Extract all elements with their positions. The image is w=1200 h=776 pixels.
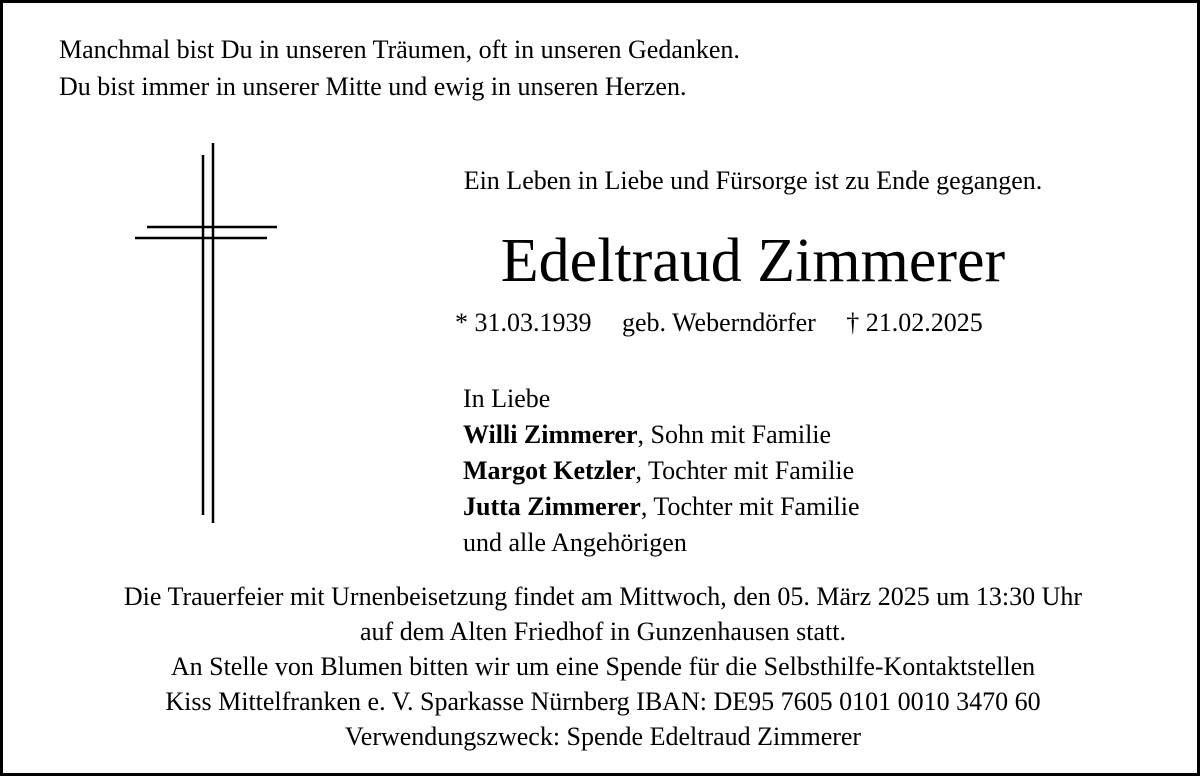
family-member xyxy=(463,453,860,489)
footer-line-3: An Stelle von Blumen bitten wir um eine Spende für die Selbsthilfe-Kontaktstellen xyxy=(170,652,1036,681)
family-member-relation: , Tochter mit Familie xyxy=(640,492,860,521)
quote-line-1: Manchmal bist Du in unseren Träumen, oft in unseren Gedanken. xyxy=(59,35,740,64)
footer-line-1: Die Trauerfeier mit Urnenbeisetzung findet am Mittwoch, den 05. März 2025 um 13:30 Uhr xyxy=(123,582,1083,611)
maiden-name: geb. Weberndörfer xyxy=(622,308,816,337)
memorial-quote xyxy=(59,31,740,105)
footer-line-2: auf dem Alten Friedhof in Gunzenhausen statt. xyxy=(360,617,846,646)
death-date: † 21.02.2025 xyxy=(846,308,983,337)
family-member-name: Margot Ketzler xyxy=(463,456,636,485)
family-signatures xyxy=(463,381,860,561)
funeral-details xyxy=(23,579,1183,754)
life-dates xyxy=(455,305,983,341)
quote-line-2: Du bist immer in unserer Mitte und ewig in unseren Herzen. xyxy=(59,72,687,101)
deceased-name: Edeltraud Zimmerer xyxy=(500,227,1006,295)
birth-date: * 31.03.1939 xyxy=(455,308,592,337)
family-member xyxy=(463,489,860,525)
family-member-relation: , Sohn mit Familie xyxy=(637,420,832,449)
family-member-name: Willi Zimmerer xyxy=(463,420,638,449)
intro-text: Ein Leben in Liebe und Fürsorge ist zu Ende gegangen. xyxy=(463,166,1043,195)
family-member xyxy=(463,417,860,453)
footer-line-5: Verwendungszweck: Spende Edeltraud Zimmerer xyxy=(344,722,862,751)
family-member-relation: , Tochter mit Familie xyxy=(635,456,855,485)
family-closing: und alle Angehörigen xyxy=(463,528,687,557)
family-intro: In Liebe xyxy=(463,384,551,413)
cross-icon xyxy=(135,143,281,523)
footer-line-4: Kiss Mittelfranken e. V. Sparkasse Nürnberg IBAN: DE95 7605 0101 0010 3470 60 xyxy=(165,687,1041,716)
family-member-name: Jutta Zimmerer xyxy=(463,492,641,521)
